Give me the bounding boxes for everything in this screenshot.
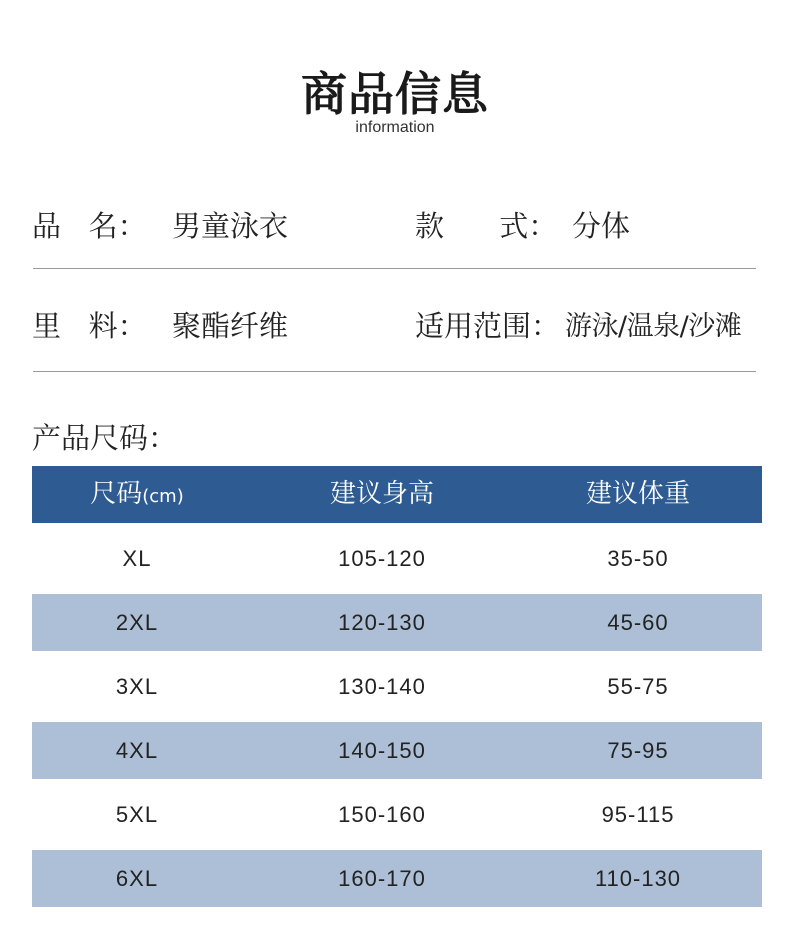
lining-label: 里 料： [32,309,147,343]
cell-size: 5XL [115,802,159,827]
table-row [32,850,762,907]
cell-size: XL [122,546,152,571]
cell-height: 150-160 [338,802,426,827]
size-section-heading: 产品尺码： [32,421,178,455]
table-row [32,779,762,850]
usage-value: 游泳/温泉/沙滩 [565,311,742,342]
product-name-label: 品 名： [32,209,147,243]
style-value: 分体 [572,209,631,243]
cell-height: 140-150 [338,738,426,763]
lining-value: 聚酯纤维 [172,309,289,343]
header-height: 建议身高 [329,479,434,509]
cell-size: 4XL [115,738,159,763]
usage-label: 适用范围： [415,309,561,343]
table-row [32,594,762,651]
header-size [32,466,242,523]
cell-weight: 95-115 [601,802,675,827]
header-weight: 建议体重 [585,479,690,509]
table-row [32,523,762,594]
cell-weight: 75-95 [607,738,669,763]
cell-weight: 45-60 [607,610,669,635]
cell-height: 160-170 [338,866,426,891]
cell-height: 105-120 [338,546,426,571]
cell-height: 120-130 [338,610,426,635]
page-subtitle: information [355,119,435,136]
info-row-lining-usage [32,304,762,344]
cell-weight: 110-130 [594,866,682,891]
cell-size: 2XL [115,610,159,635]
table-row [32,722,762,779]
product-name-value: 男童泳衣 [172,209,289,243]
divider [33,268,756,269]
divider [33,371,756,372]
header-size-unit: (cm) [142,486,184,507]
cell-height: 130-140 [338,674,426,699]
table-row [32,651,762,722]
header-size-label: 尺码 [90,479,143,509]
cell-size: 6XL [115,866,159,891]
cell-size: 3XL [115,674,159,699]
style-label: 款 式： [415,209,558,243]
info-row-name-style [32,204,762,244]
size-table-header [32,466,762,523]
page-title: 商品信息 [301,67,489,121]
cell-weight: 55-75 [607,674,669,699]
size-table [32,466,762,907]
cell-weight: 35-50 [607,546,669,571]
